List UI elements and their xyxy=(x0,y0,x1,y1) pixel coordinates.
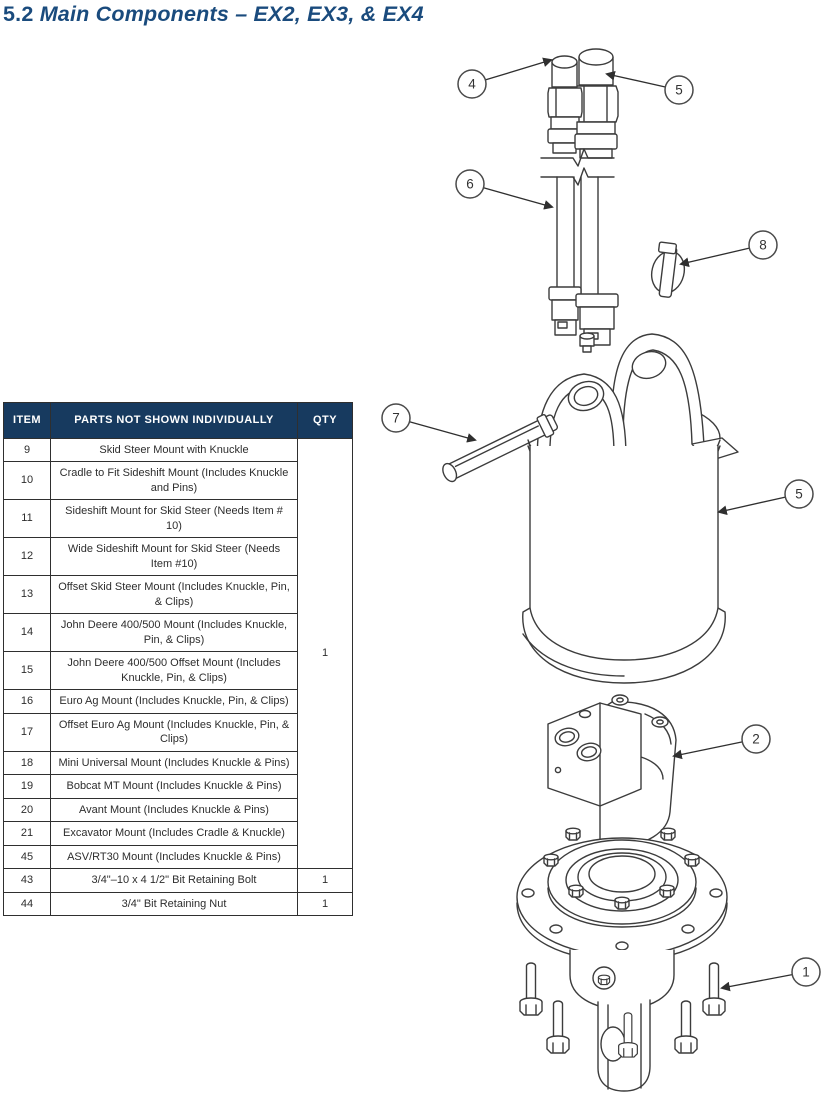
item-cell: 19 xyxy=(4,775,51,799)
description-cell: 3/4"–10 x 4 1/2" Bit Retaining Bolt xyxy=(51,869,298,893)
callout-4 xyxy=(458,60,551,98)
qty-cell: 1 xyxy=(298,892,353,916)
callout-8 xyxy=(681,231,777,264)
description-cell: Offset Euro Ag Mount (Includes Knuckle, Pin, & Clips) xyxy=(51,713,298,751)
callout-number: 7 xyxy=(392,410,400,426)
callout-number: 2 xyxy=(752,731,760,747)
hose-cap-left xyxy=(552,56,577,68)
qty-merged-cell: 1 xyxy=(298,438,353,869)
callout-arrow xyxy=(674,742,742,756)
item-cell: 15 xyxy=(4,652,51,690)
callout-arrow xyxy=(485,60,551,80)
hose-cap-right xyxy=(579,49,613,65)
section-number: 5.2 xyxy=(3,2,34,26)
description-cell: Euro Ag Mount (Includes Knuckle, Pin, & Clips) xyxy=(51,690,298,714)
mounting-bolt xyxy=(547,1001,569,1053)
description-cell: Skid Steer Mount with Knuckle xyxy=(51,438,298,462)
item-cell: 11 xyxy=(4,500,51,538)
description-cell: Sideshift Mount for Skid Steer (Needs Item # 10) xyxy=(51,500,298,538)
item-cell: 45 xyxy=(4,845,51,869)
description-cell: John Deere 400/500 Offset Mount (Includes Knuckle, Pin, & Clips) xyxy=(51,652,298,690)
item-cell: 44 xyxy=(4,892,51,916)
callout-arrow xyxy=(719,497,785,512)
item-cell: 12 xyxy=(4,538,51,576)
callout-arrow xyxy=(722,975,792,988)
callout-number: 6 xyxy=(466,176,474,192)
column-header-item: ITEM xyxy=(4,403,51,439)
column-header-parts: PARTS NOT SHOWN INDIVIDUALLY xyxy=(51,403,298,439)
column-header-qty: QTY xyxy=(298,403,353,439)
description-cell: Cradle to Fit Sideshift Mount (Includes Knuckle and Pins) xyxy=(51,462,298,500)
item-cell: 16 xyxy=(4,690,51,714)
lynch-pin-clip xyxy=(647,242,688,298)
callout-number: 1 xyxy=(802,964,810,980)
callout-number: 5 xyxy=(675,82,683,98)
description-cell: Mini Universal Mount (Includes Knuckle & Pins) xyxy=(51,751,298,775)
callout-number: 5 xyxy=(795,486,803,502)
callout-arrow xyxy=(409,422,475,440)
callout-7 xyxy=(382,404,475,440)
item-cell: 43 xyxy=(4,869,51,893)
mounting-bolt xyxy=(675,1001,697,1053)
description-cell: ASV/RT30 Mount (Includes Knuckle & Pins) xyxy=(51,845,298,869)
item-cell: 9 xyxy=(4,438,51,462)
dome-plug xyxy=(580,333,594,352)
callout-5 xyxy=(719,480,813,512)
callout-6 xyxy=(456,170,552,207)
callout-arrow xyxy=(483,188,552,207)
callout-1 xyxy=(722,958,820,988)
description-cell: Excavator Mount (Includes Cradle & Knuckle) xyxy=(51,822,298,846)
mounting-bolt xyxy=(703,963,725,1015)
callout-arrow xyxy=(607,74,665,87)
qty-cell: 1 xyxy=(298,869,353,893)
callout-number: 4 xyxy=(468,76,476,92)
section-title-text: Main Components – EX2, EX3, & EX4 xyxy=(39,2,424,26)
description-cell: John Deere 400/500 Mount (Includes Knuckle, Pin, & Clips) xyxy=(51,614,298,652)
callout-2 xyxy=(674,725,770,756)
item-cell: 14 xyxy=(4,614,51,652)
hose-break-line xyxy=(541,168,614,185)
description-cell: Bobcat MT Mount (Includes Knuckle & Pins) xyxy=(51,775,298,799)
description-cell: Avant Mount (Includes Knuckle & Pins) xyxy=(51,798,298,822)
drive-housing xyxy=(439,333,738,683)
output-shaft xyxy=(570,950,674,1091)
item-cell: 13 xyxy=(4,576,51,614)
item-cell: 10 xyxy=(4,462,51,500)
callout-5 xyxy=(607,74,693,104)
item-cell: 17 xyxy=(4,713,51,751)
description-cell: Wide Sideshift Mount for Skid Steer (Needs Item #10) xyxy=(51,538,298,576)
hose-assembly xyxy=(541,49,618,345)
item-cell: 18 xyxy=(4,751,51,775)
description-cell: Offset Skid Steer Mount (Includes Knuckle, Pin, & Clips) xyxy=(51,576,298,614)
flange-hole xyxy=(522,889,534,897)
item-cell: 20 xyxy=(4,798,51,822)
callout-arrow xyxy=(681,248,749,264)
description-cell: 3/4" Bit Retaining Nut xyxy=(51,892,298,916)
callout-number: 8 xyxy=(759,237,767,253)
housing-cylinder xyxy=(523,446,725,683)
mounting-bolt xyxy=(520,963,542,1015)
flange-assembly xyxy=(517,828,727,961)
item-cell: 21 xyxy=(4,822,51,846)
